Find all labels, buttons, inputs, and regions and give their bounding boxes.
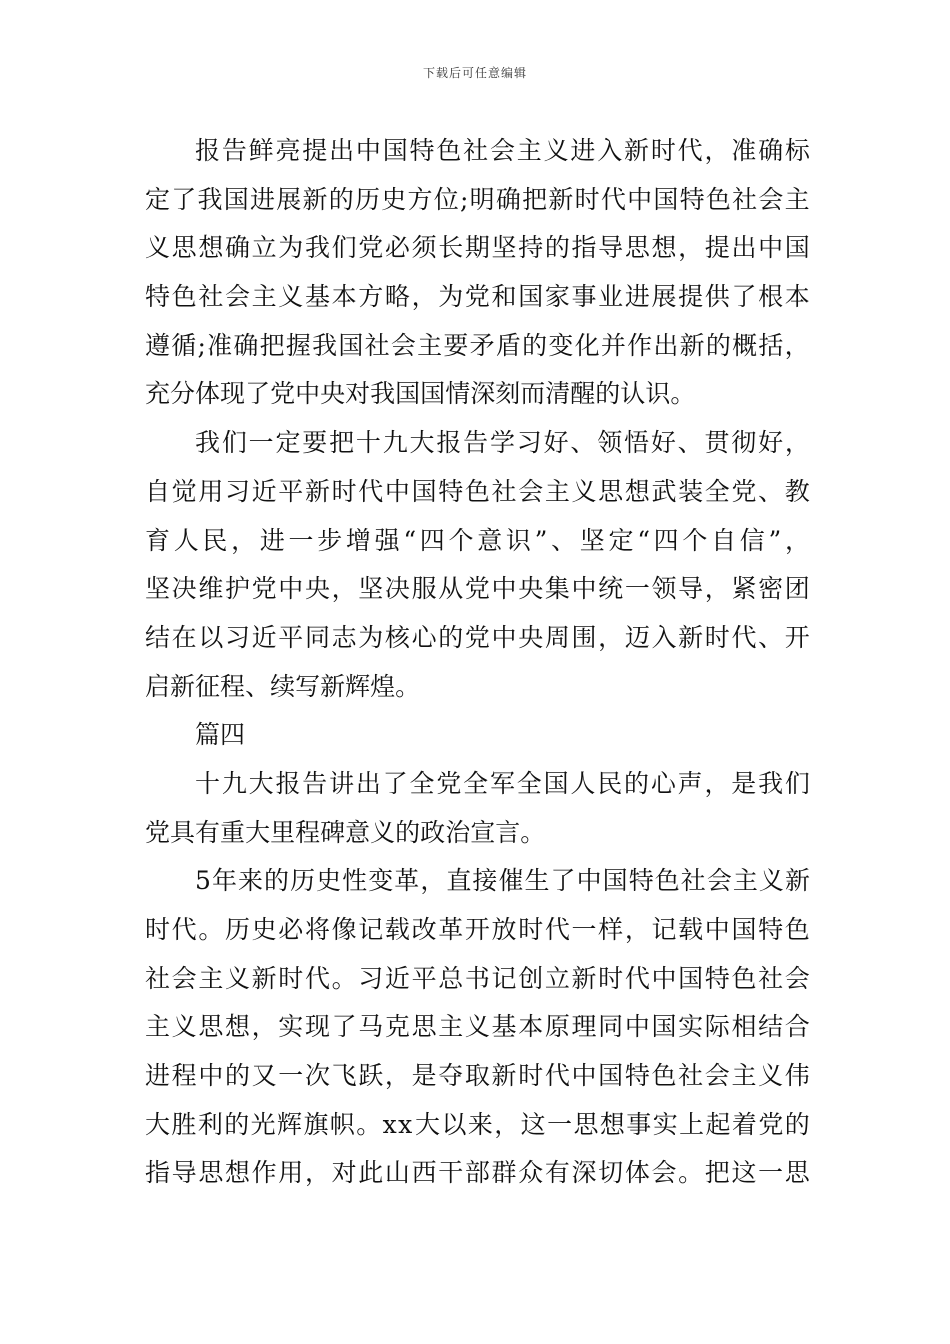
text-line: 篇 四 xyxy=(195,720,246,750)
text-line: 5 年 来 的 历 史 性 变 革 ， 直 接 催 生 了 中 国 特 色 社 会 主 义 新 xyxy=(195,866,810,896)
text-line: 定 了 我 国 进 展 新 的 历 史 方 位 ; 明 确 把 新 时 代 中 国 特 色 社 会 主 xyxy=(145,184,810,214)
text-line: 结 在 以 习 近 平 同 志 为 核 心 的 党 中 央 周 围 ， 迈 入 新 时 代 、 开 xyxy=(145,622,810,652)
text-line: 义 思 想 确 立 为 我 们 党 必 须 长 期 坚 持 的 指 导 思 想 ， 提 出 中 国 xyxy=(145,233,810,263)
text-line: 主 义 思 想 ， 实 现 了 马 克 思 主 义 基 本 原 理 同 中 国 实 际 相 结 合 xyxy=(145,1012,810,1042)
text-line: 充 分 体 现 了 党 中 央 对 我 国 国 情 深 刻 而 清 醒 的 认 识 。 xyxy=(145,379,696,409)
text-line: 我 们 一 定 要 把 十 九 大 报 告 学 习 好 、 领 悟 好 、 贯 彻 好 ， xyxy=(195,428,810,458)
text-line: 遵 循 ; 准 确 把 握 我 国 社 会 主 要 矛 盾 的 变 化 并 作 出 新 的 概 括 ， xyxy=(145,330,810,360)
text-line: 时 代 。 历 史 必 将 像 记 载 改 革 开 放 时 代 一 样 ， 记 载 中 国 特 色 xyxy=(145,915,810,944)
text-line: 十 九 大 报 告 讲 出 了 全 党 全 军 全 国 人 民 的 心 声 ， 是 我 们 xyxy=(195,768,810,798)
text-line: 报 告 鲜 亮 提 出 中 国 特 色 社 会 主 义 进 入 新 时 代 ， 准 确 标 xyxy=(195,136,810,165)
text-line: 社 会 主 义 新 时 代 。 习 近 平 总 书 记 创 立 新 时 代 中 国 特 色 社 会 xyxy=(145,963,810,993)
text-line: 大 胜 利 的 光 辉 旗 帜 。 x x 大 以 来 ， 这 一 思 想 事 实 上 起 着 党 的 xyxy=(145,1109,810,1139)
text-line: 党 具 有 重 大 里 程 碑 意 义 的 政 治 宣 言 。 xyxy=(145,817,546,847)
text-line: 自 觉 用 习 近 平 新 时 代 中 国 特 色 社 会 主 义 思 想 武 装 全 党 、 教 xyxy=(145,476,810,506)
text-line: 指 导 思 想 作 用 ， 对 此 山 西 干 部 群 众 有 深 切 体 会 。 把 这 一 思 xyxy=(145,1158,810,1188)
body-text xyxy=(145,127,810,1198)
header-note: 下载后可任意编辑 xyxy=(422,66,527,80)
text-line: 启 新 征 程 、 续 写 新 辉 煌 。 xyxy=(145,671,421,701)
text-line: 进 程 中 的 又 一 次 飞 跃 ， 是 夺 取 新 时 代 中 国 特 色 社 会 主 义 伟 xyxy=(145,1061,810,1091)
text-line: 特 色 社 会 主 义 基 本 方 略 ， 为 党 和 国 家 事 业 进 展 提 供 了 根 本 xyxy=(145,282,810,312)
text-line: 育 人 民 ， 进 一 步 增 强 “ 四 个 意 识 ” 、 坚 定 “ 四 个 自 信 ” ， xyxy=(145,525,810,555)
text-line: 坚 决 维 护 党 中 央 ， 坚 决 服 从 党 中 央 集 中 统 一 领 导 ， 紧 密 团 xyxy=(145,574,810,604)
